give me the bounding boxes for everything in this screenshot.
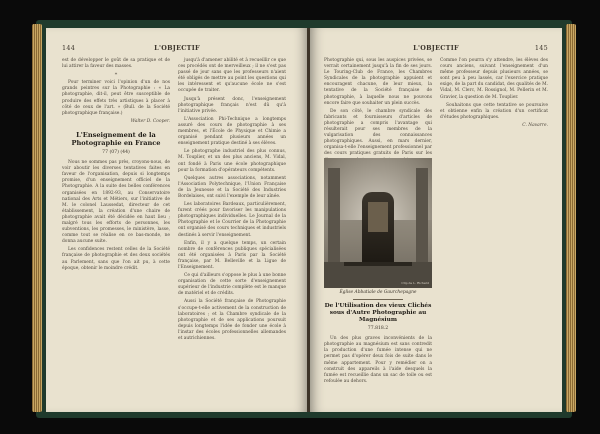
left-column-2 — [178, 58, 286, 344]
left-page-edges — [32, 24, 42, 412]
article2-subhead: 77.818.2 — [367, 326, 389, 332]
author-signature: C. Navarre. — [522, 122, 548, 128]
photo-rail — [344, 262, 412, 266]
left-col1-para2: Pour terminer voici l'opinion d'un de nos grands peintres sur la Photographie : « La photographie, dit-il, peut être susceptible de produire des effets très artistiques à placer à côté de ceux de l'art. » (Bull. de la Société photographique française.) — [62, 80, 170, 116]
right-col1-body-2: De son côté, le chambre syndicale des fabricants et fournisseurs d'articles de photographie a compris l'avantage qui résulterait pour ses membres de la vulgarisation des connaissances photographiques. Aussi, en mars dernier, organisa-t-elle l'enseignement professionnel par des cours pratiques gratuits de Paris sur les — [324, 108, 432, 157]
right-col2-body-1: Comme l'on pourra s'y attendre, les élèves des cours anciens, suivant l'enseignement d'un même professeur depuis plusieurs années, se sont peu à peu lassés, car l'exercice pratique exige, de la part du candidat, des qualités de M. Vidal, M. Clerc, M. Rossignol, M. Pellerin et M. Gravier, la question de M. Touplier. — [440, 58, 548, 100]
right-running-title: L'OBJECTIF — [413, 44, 459, 52]
section-rule — [353, 299, 403, 300]
book — [36, 20, 572, 418]
left-col2-body-6: Les laboratoires Bardeaux, particulièrement, furent créés pour favoriser les manipulations photographiques individuelles. Le Journal de la Photographie et le Courrier de la Photographie ont organisé des cours techniques et industriels destinés à servir l'enseignement. — [178, 202, 286, 238]
left-col2-body-3: L'Association Phi-Technique a longtemps assuré des cours de photographie à ses membres, et l'École de Physique et Chimie a organisé pendant plusieurs années un enseignement pratique destiné à ses élèves. — [178, 116, 286, 147]
left-col2-body-7: Enfin, il y a quelque temps, un certain nombre de conférences publiques spécialisées ont été organisées à Paris par la Société française, par M. Belleville et la Ligue de l'Enseignement. — [178, 240, 286, 270]
left-col1-body-2: Les confidences restent celles de la Société française de photographie et des deux sociétés au Parlement, sans que l'on ait pu, à cette époque, obtenir le moindre crédit. — [62, 247, 170, 271]
right-page-number: 145 — [534, 44, 548, 52]
left-col2-body-9: Aussi la Société française de Photographie s'occupe-t-elle activement de la construction de laboratoires ; et la Chambre syndicale de la photographie et de ses applications poursuit depuis longtemps l'idée de fonder une école à l'instar des écoles professionnelles allemandes et autrichiennes. — [178, 299, 286, 342]
left-col2-body-1: jusqu'à d'amener abilité et à recueillir ce que ces procédés ont de merveilleux ; il ne s'est pas passé de jour sans que les professeurs n'aient été obligés de mettre au point les questions qui les intéressent et qu'aucune école ne s'est occupée de traiter. — [178, 58, 286, 94]
right-col2-body-2: Souhaitons que cette tentative se poursuive et obtienne enfin la création d'un certificat d'études photographiques. — [440, 102, 548, 120]
left-page-header — [46, 44, 308, 54]
left-column-1 — [62, 58, 170, 274]
left-col1-intro: est de développer le goût de sa pratique et de lui attirer la faveur des masses. — [62, 58, 170, 70]
article2-heading: De l'Utilisation des vieux Clichés sous d'Autre Photographie au Magnésium — [324, 303, 432, 324]
right-column-2 — [440, 58, 548, 133]
left-page-number: 144 — [62, 44, 76, 52]
right-col-article2-body: Un des plus graves inconvénients de la photographie au magnésium est sans contredit la production d'une fumée intense qui ne permet pas d'opérer deux fois de suite dans le même appartement. Pour y remédier on a construit des appareils à l'aide desquels la fumée est recueillie dans un sac de toile ou est refoulée au dehors. — [324, 336, 432, 384]
photo-caption: Église Abbatiale de Gaurchepagne — [339, 290, 417, 295]
article-heading: L'Enseignement de la Photographie en France — [71, 130, 161, 148]
author-signature: Walter D. Cooper. — [130, 118, 170, 124]
church-interior-photo — [324, 158, 432, 288]
left-col2-body-4: Le photographe industriel des plus connus, M. Touplier, et un des plus anciens, M. Vidal, ont fondé à Paris une école photographique pour la formation d'opérateurs compétents. — [178, 149, 286, 173]
left-page — [46, 28, 308, 412]
left-col2-body-5: Quelques autres associations, notamment l'Association Polytechnique, l'Union Française de la Jeunesse et la Société des Industries Bordelaises, ont suivi l'exemple de leur aînée. — [178, 175, 286, 199]
left-col2-body-2: Jusqu'à présent donc, l'enseignement photographique français n'est dû qu'à l'initiative privée. — [178, 96, 286, 114]
photo-block — [324, 156, 432, 387]
right-page — [310, 28, 562, 412]
photo-altar-detail — [368, 202, 388, 232]
left-running-title: L'OBJECTIF — [154, 44, 200, 52]
right-col1-body-1: Photographie qui, sous les auspices privées, se verrait certainement jusqu'à la fin de ses jours. Le Touring-Club de France, les Chambres Syndicales de la photographie appuient et encouragent chacune, de leur mieux, la tentative de la Société française de photographie, à laquelle nous ne pouvons encore faire que souhaiter un plein succès. — [324, 58, 432, 106]
right-page-header — [310, 44, 562, 54]
left-col2-body-8: Ce qui d'ailleurs s'oppose le plus à une bonne organisation de cette sorte d'enseignement supérieur de l'industrie complète est le manque de matériel et de crédits. — [178, 273, 286, 297]
left-col1-body-1: Nous ne sommes pas près, croyons-nous, de voir aboutir les diverses tentatives faites en faveur de l'organisation, depuis si longtemps promise, d'un enseignement officiel de la Photographie. A la suite des belles conférences organisées en 1892-93, au Conservatoire national des Arts et Métiers, sur l'initiative de M. le colonel Laussedat, directeur de cet établissement, la création d'une chaire de photographie avait été décidée en haut lieu ; malgré tous les efforts de personnes, les subventions, les promesses, le ministère, lasse, comme tout se réalise en ce bas-monde, ne donna aucune suite. — [62, 160, 170, 245]
section-separator: * — [114, 72, 118, 79]
article-subhead: 77 (07) (44) — [102, 149, 130, 155]
right-page-edges — [566, 24, 576, 412]
photo-credit: Clip de L. Richard — [401, 280, 429, 285]
